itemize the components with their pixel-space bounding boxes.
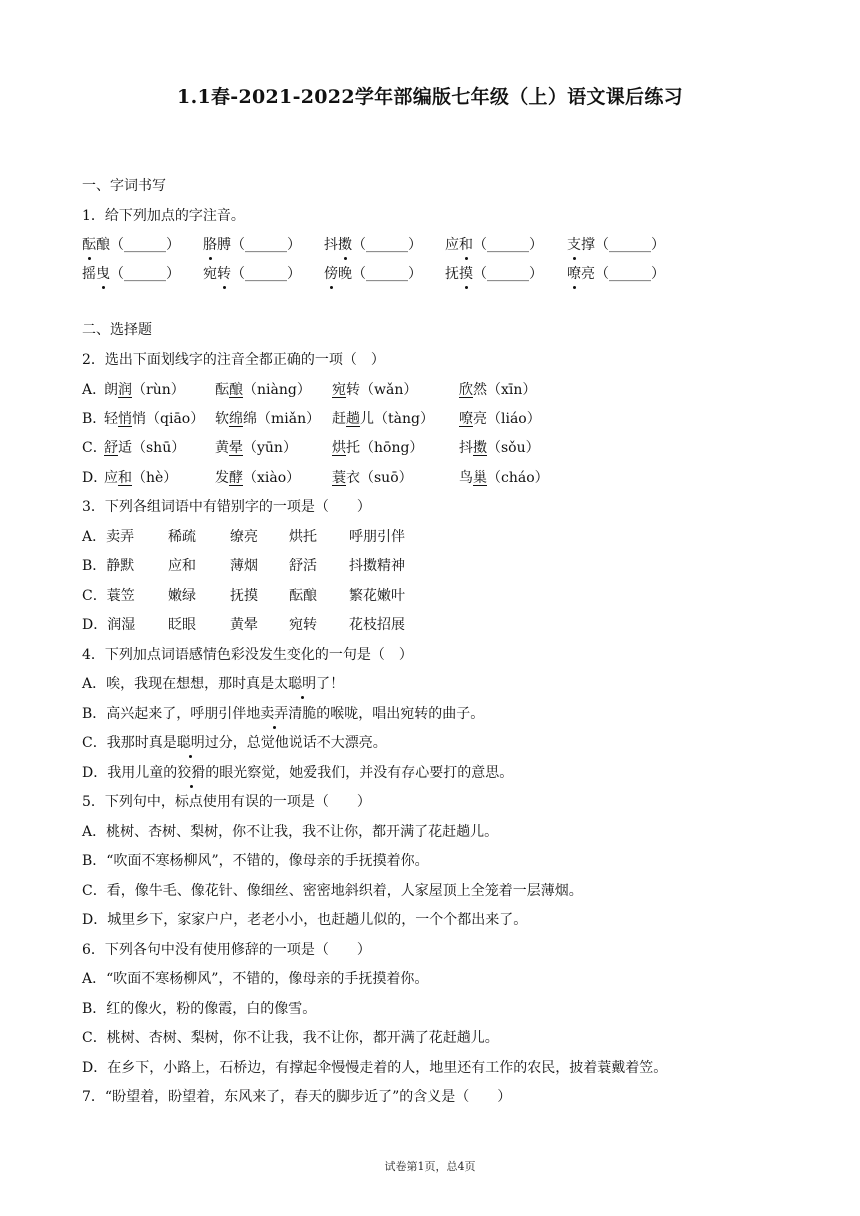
underlined-char: 绵	[229, 411, 243, 427]
dotted-word: 狡猾	[177, 765, 206, 781]
q2-option-a[interactable]	[82, 380, 782, 400]
q2-option-c[interactable]	[82, 438, 782, 458]
pinyin-item[interactable]	[203, 264, 301, 284]
underlined-char: 晕	[229, 440, 243, 456]
option-text: D．我用儿童的	[82, 765, 178, 781]
word-part: 抖	[324, 237, 338, 253]
option-word	[215, 380, 311, 400]
word-part: 应	[104, 470, 118, 486]
answer-blank: （______）	[231, 266, 301, 282]
answer-blank: （______）	[473, 266, 543, 282]
option-word	[459, 409, 541, 429]
option-word	[332, 380, 417, 400]
option-text: 过分，总觉他说话不大漂亮。	[204, 735, 387, 751]
option-word: 呼朋引伴	[349, 529, 405, 545]
q5-option-c[interactable]: C．看，像牛毛、像花针、像细丝、密密地斜织着，人家屋顶上全笼着一层薄烟。	[82, 883, 583, 899]
option-letter: D．	[82, 470, 108, 486]
option-word	[215, 409, 320, 429]
underlined-char: 嘹	[459, 411, 473, 427]
word-part: 发	[215, 470, 229, 486]
underlined-char: 欣	[459, 382, 473, 398]
q4-option-b[interactable]	[82, 704, 484, 724]
answer-blank: 酿（______）	[96, 237, 180, 253]
option-letter: A．	[82, 382, 107, 398]
underlined-char: 润	[118, 382, 132, 398]
word-part: 儿（tàng）	[360, 411, 434, 427]
option-letter: C．	[82, 440, 107, 456]
pinyin-item[interactable]	[445, 264, 543, 284]
option-label	[82, 438, 107, 458]
dotted-char: 摸	[459, 266, 473, 282]
option-first-word: D．润湿	[82, 617, 136, 633]
word-part: 抖	[459, 440, 473, 456]
dotted-char: 酝	[82, 237, 96, 253]
q3-option-a[interactable]	[82, 527, 782, 547]
q7-stem: 7．“盼望着，盼望着，东风来了，春天的脚步近了”的含义是（ ）	[82, 1089, 512, 1105]
dotted-char: 和	[459, 237, 473, 253]
dotted-char: 曳	[96, 266, 110, 282]
word-part: 软	[215, 411, 229, 427]
q6-option-d[interactable]: D．在乡下，小路上，石桥边，有撑起伞慢慢走着的人，地里还有工作的农民，披着蓑戴着笠。	[82, 1060, 668, 1076]
q4-stem: 4．下列加点词语感情色彩没发生变化的一句是（ ）	[82, 647, 413, 663]
dotted-word: 聪明	[176, 735, 205, 751]
word-part: （niàng）	[243, 382, 311, 398]
dotted-word: 聪明	[288, 676, 317, 692]
answer-blank: 膊（______）	[217, 237, 301, 253]
pinyin-item[interactable]	[203, 235, 301, 255]
option-word: 繁花嫩叶	[349, 588, 405, 604]
option-word	[104, 438, 185, 458]
word-part: （yūn）	[243, 440, 297, 456]
dotted-char: 傍	[324, 266, 338, 282]
q5-option-d[interactable]: D．城里乡下，家家户户，老老小小，也赶趟儿似的，一个个都出来了。	[82, 912, 528, 928]
option-word: 抚摸	[230, 588, 258, 604]
option-word: 舒活	[289, 558, 317, 574]
dotted-char: 嘹	[567, 266, 581, 282]
option-text: 清脆的喉咙，唱出宛转的曲子。	[288, 706, 485, 722]
dotted-word: 卖弄	[260, 706, 289, 722]
option-text: C．我那时真是	[82, 735, 177, 751]
word-part: 酝	[215, 382, 229, 398]
option-word: 黄晕	[230, 617, 258, 633]
option-word: 缭亮	[230, 529, 258, 545]
underlined-char: 宛	[332, 382, 346, 398]
word-part: 衣（suō）	[346, 470, 413, 486]
option-word	[104, 468, 177, 488]
page-footer: 试卷第1页，总4页	[384, 1160, 476, 1173]
option-word	[104, 380, 185, 400]
option-word	[459, 380, 536, 400]
option-text: 了！	[316, 676, 345, 692]
option-word: 烘托	[289, 529, 317, 545]
q2-option-d[interactable]	[82, 468, 782, 488]
option-letter: B．	[82, 411, 107, 427]
option-word	[459, 468, 549, 488]
pinyin-item[interactable]	[324, 264, 422, 284]
option-word: 稀疏	[168, 529, 196, 545]
dotted-char: 转	[217, 266, 231, 282]
pinyin-item[interactable]	[567, 235, 665, 255]
option-text: B．高兴起来了，呼朋引伴地	[82, 706, 261, 722]
underlined-char: 悄	[118, 411, 132, 427]
q5-option-a[interactable]: A．桃树、杏树、梨树，你不让我，我不让你，都开满了花赶趟儿。	[82, 824, 499, 840]
section-heading-2: 二、选择题	[82, 322, 152, 338]
answer-blank: （______）	[352, 237, 422, 253]
underlined-char: 酿	[229, 382, 243, 398]
q1-stem: 1．给下列加点的字注音。	[82, 208, 245, 224]
word-part: 轻	[104, 411, 118, 427]
option-word	[215, 438, 297, 458]
pinyin-item[interactable]	[324, 235, 422, 255]
q5-stem: 5．下列句中，标点使用有误的一项是（ ）	[82, 794, 371, 810]
underlined-char: 烘	[332, 440, 346, 456]
underlined-char: 趟	[346, 411, 360, 427]
word-part: 悄（qiāo）	[132, 411, 205, 427]
answer-blank: 亮（______）	[581, 266, 665, 282]
q2-stem: 2．选出下面划线字的注音全都正确的一项（ ）	[82, 352, 385, 368]
option-word: 宛转	[289, 617, 317, 633]
q3-option-d[interactable]	[82, 615, 782, 635]
word-part: 抚	[445, 266, 459, 282]
option-label	[82, 409, 106, 429]
q6-stem: 6．下列各句中没有使用修辞的一项是（ ）	[82, 942, 371, 958]
q5-option-b[interactable]: B．“吹面不寒杨柳风”，不错的，像母亲的手抚摸着你。	[82, 853, 429, 869]
option-word	[332, 468, 413, 488]
dotted-char: 支	[567, 237, 581, 253]
option-first-word: B．静默	[82, 558, 135, 574]
answer-blank: 撑（______）	[581, 237, 665, 253]
option-word	[459, 438, 540, 458]
page-title: 1.1春-2021-2022学年部编版七年级（上）语文课后练习	[177, 86, 683, 108]
word-part: 转（wǎn）	[346, 382, 418, 398]
q4-option-d[interactable]	[82, 763, 513, 783]
option-label	[82, 380, 106, 400]
word-part: 摇	[82, 266, 96, 282]
option-word: 花枝招展	[349, 617, 405, 633]
option-word: 嫩绿	[168, 588, 196, 604]
answer-blank: 晚（______）	[338, 266, 422, 282]
word-part: （hè）	[132, 470, 178, 486]
option-word: 眨眼	[168, 617, 196, 633]
q6-option-a[interactable]: A．“吹面不寒杨柳风”，不错的，像母亲的手抚摸着你。	[82, 971, 429, 987]
word-part: 宛	[203, 266, 217, 282]
option-word	[332, 409, 434, 429]
option-first-word: A．卖弄	[82, 529, 135, 545]
word-part: （xiào）	[243, 470, 301, 486]
answer-blank: （______）	[473, 237, 543, 253]
option-first-word: C．蓑笠	[82, 588, 135, 604]
dotted-char: 擞	[338, 237, 352, 253]
option-word	[104, 409, 204, 429]
word-part: 然（xīn）	[473, 382, 537, 398]
option-word: 薄烟	[230, 558, 258, 574]
pinyin-item[interactable]	[82, 264, 180, 284]
word-part: 黄	[215, 440, 229, 456]
option-word: 抖擞精神	[349, 558, 405, 574]
option-text: A．唉，我现在想想，那时真是太	[82, 676, 289, 692]
pinyin-item[interactable]	[567, 264, 665, 284]
q1-row-2	[82, 264, 782, 284]
underlined-char: 擞	[473, 440, 487, 456]
pinyin-item[interactable]	[82, 235, 180, 255]
word-part: 朗	[104, 382, 118, 398]
q1-row-1	[82, 235, 782, 255]
q6-option-c[interactable]: C．桃树、杏树、梨树，你不让我，我不让你，都开满了花赶趟儿。	[82, 1030, 499, 1046]
underlined-char: 酵	[229, 470, 243, 486]
word-part: 鸟	[459, 470, 473, 486]
option-text: 的眼光察觉，她爱我们，并没有存心要打的意思。	[205, 765, 514, 781]
word-part: 亮（liáo）	[473, 411, 541, 427]
word-part: （cháo）	[487, 470, 549, 486]
option-word	[332, 438, 423, 458]
word-part: （sǒu）	[487, 440, 540, 456]
answer-blank: （______）	[110, 266, 180, 282]
word-part: 托（hōng）	[346, 440, 424, 456]
underlined-char: 巢	[473, 470, 487, 486]
word-part: 适（shū）	[118, 440, 186, 456]
q2-option-b[interactable]	[82, 409, 782, 429]
section-heading-1: 一、字词书写	[82, 178, 166, 194]
q6-option-b[interactable]: B．红的像火，粉的像霞，白的像雪。	[82, 1001, 317, 1017]
underlined-char: 舒	[104, 440, 118, 456]
word-part: （rùn）	[132, 382, 185, 398]
q4-option-c[interactable]	[82, 733, 387, 753]
option-word	[215, 468, 300, 488]
word-part: 应	[445, 237, 459, 253]
option-word: 酝酿	[289, 588, 317, 604]
q3-stem: 3．下列各组词语中有错别字的一项是（ ）	[82, 499, 371, 515]
word-part: 赶	[332, 411, 346, 427]
underlined-char: 蓑	[332, 470, 346, 486]
word-part: 绵（miǎn）	[243, 411, 321, 427]
underlined-char: 和	[118, 470, 132, 486]
dotted-char: 胳	[203, 237, 217, 253]
option-word: 应和	[168, 558, 196, 574]
pinyin-item[interactable]	[445, 235, 543, 255]
q3-option-c[interactable]	[82, 586, 782, 606]
q4-option-a[interactable]	[82, 674, 344, 694]
q3-option-b[interactable]	[82, 556, 782, 576]
